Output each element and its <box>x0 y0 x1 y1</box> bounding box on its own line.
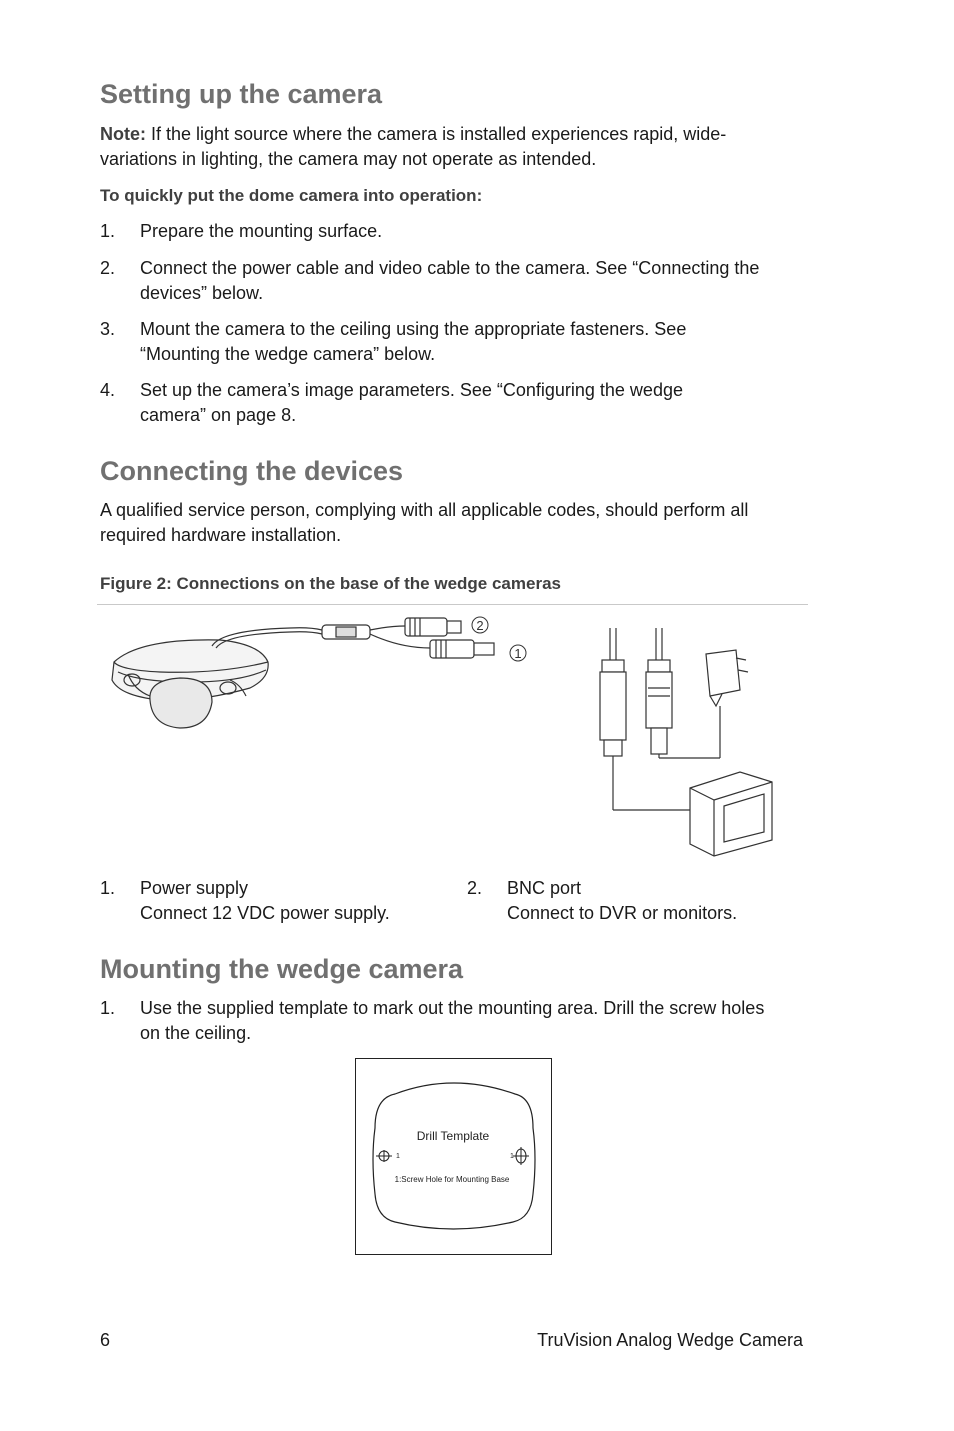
section-title-mounting: Mounting the wedge camera <box>100 954 464 984</box>
step-text: Prepare the mounting surface. <box>140 221 383 241</box>
procedure-heading: To quickly put the dome camera into operation: <box>100 186 483 205</box>
legend-title: BNC port <box>507 878 582 898</box>
template-title: Drill Template <box>416 1129 490 1143</box>
list-item <box>100 378 800 428</box>
step-number: 1. <box>100 221 116 241</box>
camera-cable-illustration <box>100 610 520 740</box>
legend-desc: Connect to DVR or monitors. <box>507 903 738 923</box>
legend-desc: Connect 12 VDC power supply. <box>140 903 390 923</box>
hole-label-left: 1 <box>396 1153 400 1160</box>
document-title: TruVision Analog Wedge Camera <box>537 1330 803 1350</box>
callout-2: 2 <box>476 618 484 633</box>
section-title-connecting: Connecting the devices <box>100 456 404 486</box>
step-text: Set up the camera’s image parameters. See “Configuring the wedge camera” on page 8. <box>140 380 683 425</box>
hole-label-right: 1 <box>510 1153 514 1160</box>
drill-template-figure <box>355 1058 552 1255</box>
step-number: 2. <box>100 258 116 278</box>
list-item <box>100 256 800 306</box>
note-text: If the light source where the camera is installed experiences rapid, wide-variations in lighting, the camera may not operate as intended. <box>100 124 727 169</box>
page-number: 6 <box>100 1330 111 1350</box>
legend-number: 1. <box>100 878 116 898</box>
step-text: Connect the power cable and video cable to the camera. See “Connecting the devices” below. <box>140 258 760 303</box>
figure-caption: Figure 2: Connections on the base of the wedge cameras <box>100 574 561 593</box>
caption-divider <box>97 604 808 605</box>
note-paragraph <box>100 122 790 172</box>
callout-1: 1 <box>514 646 522 661</box>
step-number: 4. <box>100 380 116 400</box>
legend-number: 2. <box>467 878 483 898</box>
connecting-paragraph: A qualified service person, complying with all applicable codes, should perform all required hardware installation. <box>100 500 749 545</box>
legend-item-bnc <box>467 876 807 926</box>
legend-title: Power supply <box>140 878 249 898</box>
template-caption: 1:Screw Hole for Mounting Base <box>394 1175 510 1184</box>
legend-item-power <box>100 876 460 926</box>
list-item <box>100 996 800 1046</box>
note-label: Note: <box>100 124 146 144</box>
step-text: Use the supplied template to mark out the mounting area. Drill the screw holes on the ceiling. <box>140 998 765 1043</box>
step-text: Mount the camera to the ceiling using the appropriate fasteners. See “Mounting the wedge camera” below. <box>140 319 687 364</box>
list-item <box>100 317 800 367</box>
step-number: 3. <box>100 319 116 339</box>
connection-diagram <box>590 620 790 860</box>
step-number: 1. <box>100 998 116 1018</box>
section-title-setup: Setting up the camera <box>100 79 383 109</box>
list-item <box>100 219 800 244</box>
